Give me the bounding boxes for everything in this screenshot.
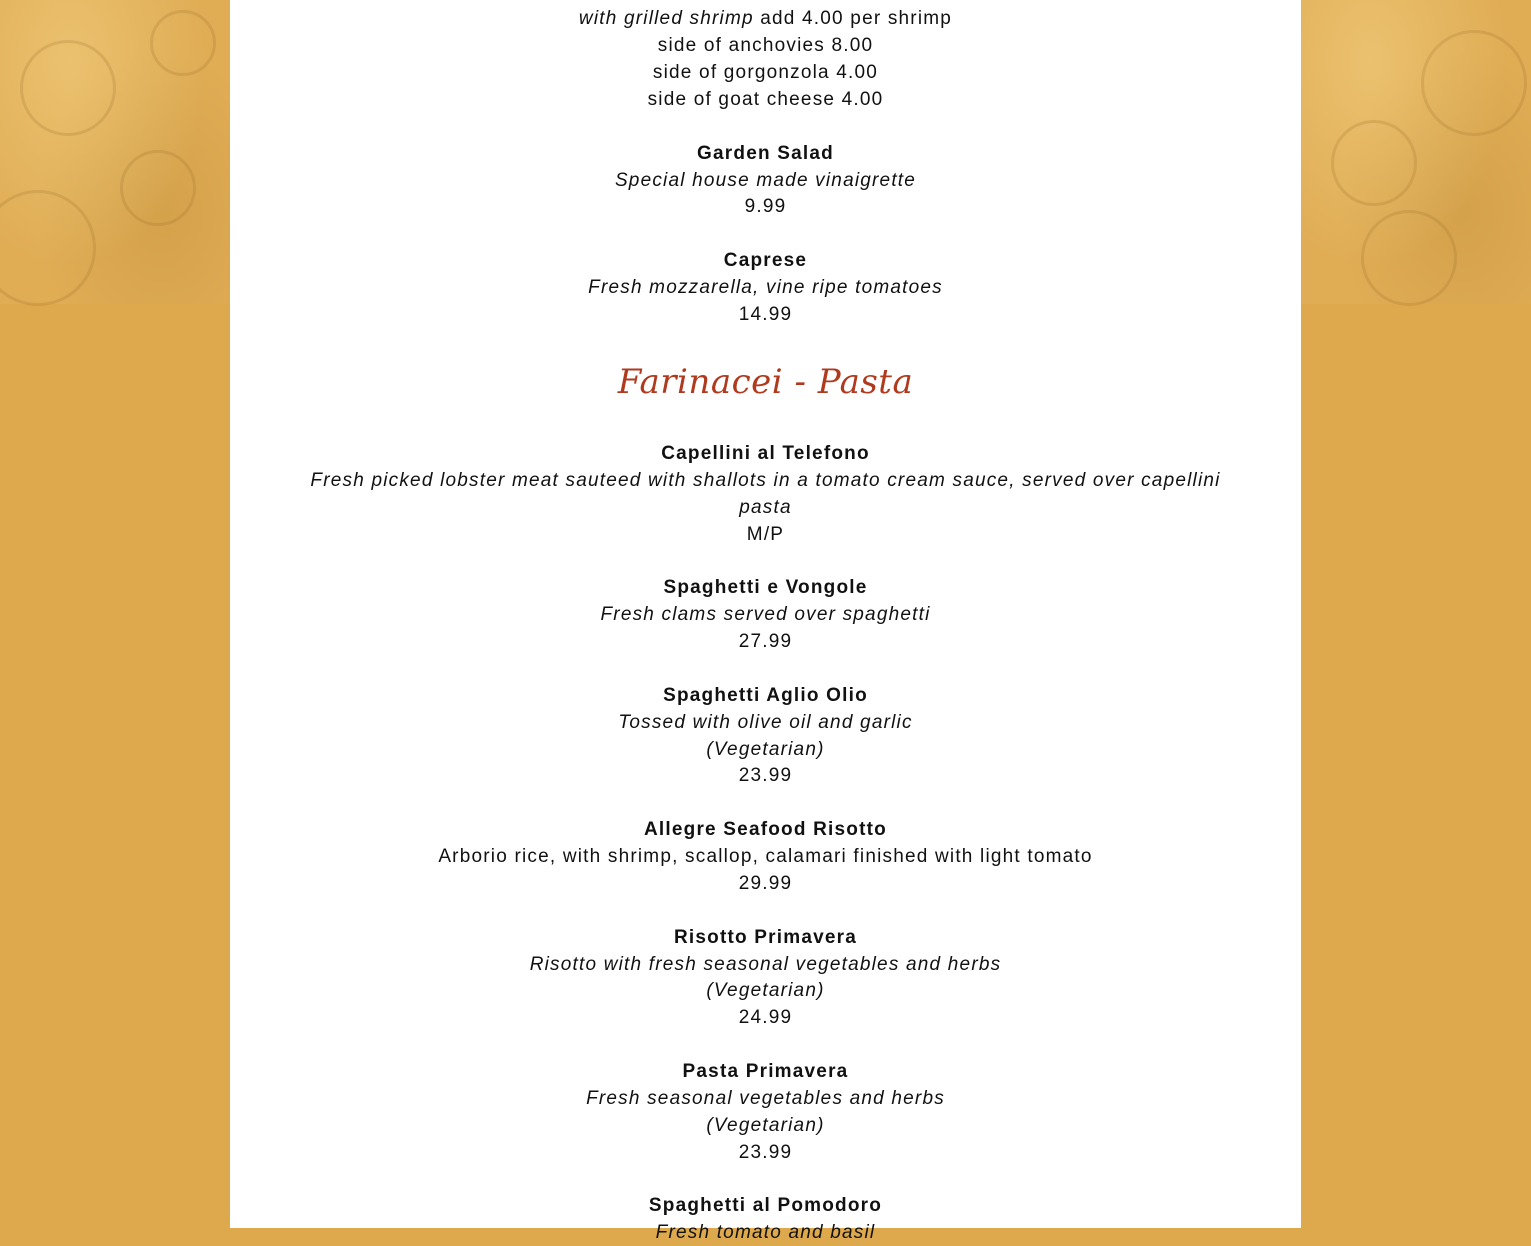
menu-item-price: 14.99 [738,304,793,325]
vegetarian-note: (Vegetarian) [706,1115,825,1136]
menu-item-name: Capellini al Telefono [661,443,870,464]
vegetarian-note: (Vegetarian) [706,739,825,760]
menu-item-price: M/P [746,524,785,545]
shrimp-addon [230,5,1301,32]
menu-item-description: Fresh clams served over spaghetti [600,604,931,625]
menu-item-description: Risotto with fresh seasonal vegetables and herbs [529,954,1002,975]
menu-item-price: 24.99 [738,1007,793,1028]
vegetarian-note: (Vegetarian) [706,980,825,1001]
side-item: side of goat cheese 4.00 [647,89,884,110]
menu-item-description: Special house made vinaigrette [614,170,917,191]
shrimp-addon-price: add 4.00 per shrimp [760,8,953,29]
right-decorative-pattern [1301,0,1531,304]
section-title: Farinacei - Pasta [617,362,914,402]
side-item: side of anchovies 8.00 [657,35,874,56]
menu-item-description: Fresh mozzarella, vine ripe tomatoes [588,277,943,298]
menu-item-name: Pasta Primavera [682,1061,849,1082]
menu-item-name: Garden Salad [697,143,834,164]
menu-item-description: Arborio rice, with shrimp, scallop, calamari finished with light tomato [438,846,1093,867]
menu-item-name: Allegre Seafood Risotto [644,819,887,840]
left-decorative-pattern [0,0,230,304]
side-item: side of gorgonzola 4.00 [652,62,879,83]
shrimp-addon-label: with grilled shrimp [578,8,754,29]
menu-item-name: Caprese [723,250,808,271]
menu-item-price: 27.99 [738,631,793,652]
menu-item-price: 9.99 [744,196,787,217]
menu-item-name: Spaghetti Aglio Olio [663,685,868,706]
menu-item-description: Tossed with olive oil and garlic [618,712,913,733]
menu-content [230,0,1301,1243]
menu-item-price: 29.99 [738,873,793,894]
menu-item-description: Fresh picked lobster meat sauteed with shallots in a tomato cream sauce, served over capellini pasta [310,470,1221,518]
menu-item-name: Spaghetti al Pomodoro [648,1195,883,1216]
menu-item-description: Fresh seasonal vegetables and herbs [586,1088,945,1109]
menu-item-name: Spaghetti e Vongole [663,577,868,598]
menu-item-price: 23.99 [738,1142,793,1163]
menu-item-name: Risotto Primavera [673,927,857,948]
menu-item-price: 23.99 [738,765,793,786]
menu-item-description: Fresh tomato and basil [655,1222,876,1243]
